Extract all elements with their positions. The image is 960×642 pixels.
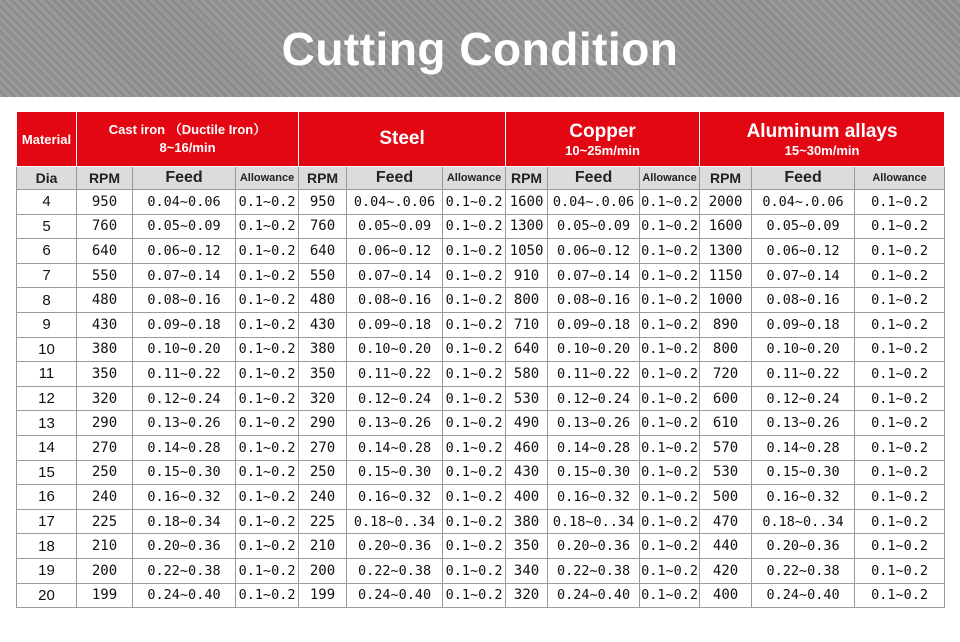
feed-cell: 0.10~0.20 bbox=[548, 337, 640, 362]
rpm-cell: 320 bbox=[299, 386, 347, 411]
group-name: Steel bbox=[379, 128, 425, 149]
allowance-cell: 0.1~0.2 bbox=[640, 485, 700, 510]
feed-cell: 0.12~0.24 bbox=[133, 386, 236, 411]
feed-cell: 0.14~0.28 bbox=[548, 435, 640, 460]
allowance-cell: 0.1~0.2 bbox=[855, 214, 945, 239]
feed-cell: 0.11~0.22 bbox=[133, 362, 236, 387]
allowance-header: Allowance bbox=[855, 167, 945, 190]
feed-header: Feed bbox=[133, 167, 236, 190]
rpm-cell: 1300 bbox=[506, 214, 548, 239]
feed-header: Feed bbox=[548, 167, 640, 190]
feed-cell: 0.12~0.24 bbox=[347, 386, 443, 411]
rpm-header: RPM bbox=[506, 167, 548, 190]
table-row bbox=[17, 411, 945, 436]
allowance-cell: 0.1~0.2 bbox=[236, 362, 299, 387]
allowance-cell: 0.1~0.2 bbox=[640, 337, 700, 362]
feed-cell: 0.07~0.14 bbox=[548, 263, 640, 288]
allowance-cell: 0.1~0.2 bbox=[855, 558, 945, 583]
allowance-cell: 0.1~0.2 bbox=[640, 312, 700, 337]
rpm-cell: 1300 bbox=[700, 239, 752, 264]
allowance-cell: 0.1~0.2 bbox=[443, 263, 506, 288]
rpm-cell: 530 bbox=[506, 386, 548, 411]
rpm-cell: 250 bbox=[77, 460, 133, 485]
rpm-cell: 210 bbox=[77, 534, 133, 559]
feed-cell: 0.11~0.22 bbox=[347, 362, 443, 387]
feed-cell: 0.09~0.18 bbox=[548, 312, 640, 337]
feed-cell: 0.13~0.26 bbox=[347, 411, 443, 436]
feed-cell: 0.04~.0.06 bbox=[752, 190, 855, 215]
allowance-cell: 0.1~0.2 bbox=[236, 288, 299, 313]
feed-cell: 0.24~0.40 bbox=[347, 583, 443, 608]
rpm-header: RPM bbox=[299, 167, 347, 190]
feed-cell: 0.07~0.14 bbox=[133, 263, 236, 288]
group-header-cast-iron bbox=[77, 112, 299, 167]
feed-cell: 0.12~0.24 bbox=[752, 386, 855, 411]
feed-cell: 0.08~0.16 bbox=[752, 288, 855, 313]
feed-cell: 0.20~0.36 bbox=[133, 534, 236, 559]
rpm-cell: 270 bbox=[299, 435, 347, 460]
rpm-cell: 480 bbox=[77, 288, 133, 313]
rpm-cell: 640 bbox=[299, 239, 347, 264]
feed-cell: 0.18~0..34 bbox=[752, 509, 855, 534]
rpm-cell: 1000 bbox=[700, 288, 752, 313]
allowance-cell: 0.1~0.2 bbox=[855, 509, 945, 534]
feed-cell: 0.15~0.30 bbox=[548, 460, 640, 485]
allowance-cell: 0.1~0.2 bbox=[855, 362, 945, 387]
rpm-cell: 290 bbox=[77, 411, 133, 436]
allowance-header: Allowance bbox=[443, 167, 506, 190]
feed-cell: 0.22~0.38 bbox=[548, 558, 640, 583]
feed-cell: 0.04~0.06 bbox=[133, 190, 236, 215]
feed-cell: 0.09~0.18 bbox=[752, 312, 855, 337]
feed-cell: 0.15~0.30 bbox=[347, 460, 443, 485]
allowance-cell: 0.1~0.2 bbox=[855, 460, 945, 485]
feed-cell: 0.18~0..34 bbox=[548, 509, 640, 534]
allowance-cell: 0.1~0.2 bbox=[640, 411, 700, 436]
table-row bbox=[17, 214, 945, 239]
allowance-cell: 0.1~0.2 bbox=[443, 312, 506, 337]
table-row bbox=[17, 337, 945, 362]
allowance-cell: 0.1~0.2 bbox=[443, 362, 506, 387]
group-header-steel bbox=[299, 112, 506, 167]
allowance-cell: 0.1~0.2 bbox=[640, 435, 700, 460]
rpm-header: RPM bbox=[700, 167, 752, 190]
title-banner bbox=[0, 0, 960, 97]
allowance-cell: 0.1~0.2 bbox=[236, 337, 299, 362]
rpm-cell: 1600 bbox=[506, 190, 548, 215]
allowance-cell: 0.1~0.2 bbox=[236, 190, 299, 215]
feed-cell: 0.08~0.16 bbox=[548, 288, 640, 313]
rpm-cell: 950 bbox=[77, 190, 133, 215]
group-speed: 10~25m/min bbox=[565, 142, 640, 158]
feed-cell: 0.15~0.30 bbox=[133, 460, 236, 485]
rpm-cell: 200 bbox=[77, 558, 133, 583]
rpm-cell: 610 bbox=[700, 411, 752, 436]
rpm-cell: 1150 bbox=[700, 263, 752, 288]
dia-cell: 12 bbox=[17, 386, 77, 411]
table-row bbox=[17, 312, 945, 337]
feed-cell: 0.22~0.38 bbox=[133, 558, 236, 583]
feed-header: Feed bbox=[347, 167, 443, 190]
feed-cell: 0.15~0.30 bbox=[752, 460, 855, 485]
rpm-cell: 250 bbox=[299, 460, 347, 485]
allowance-cell: 0.1~0.2 bbox=[640, 386, 700, 411]
rpm-cell: 350 bbox=[77, 362, 133, 387]
allowance-cell: 0.1~0.2 bbox=[855, 386, 945, 411]
dia-cell: 15 bbox=[17, 460, 77, 485]
table-row bbox=[17, 558, 945, 583]
feed-cell: 0.05~0.09 bbox=[752, 214, 855, 239]
dia-cell: 10 bbox=[17, 337, 77, 362]
allowance-cell: 0.1~0.2 bbox=[640, 288, 700, 313]
dia-cell: 16 bbox=[17, 485, 77, 510]
rpm-cell: 600 bbox=[700, 386, 752, 411]
allowance-cell: 0.1~0.2 bbox=[443, 288, 506, 313]
allowance-cell: 0.1~0.2 bbox=[236, 583, 299, 608]
dia-cell: 17 bbox=[17, 509, 77, 534]
allowance-cell: 0.1~0.2 bbox=[855, 534, 945, 559]
rpm-cell: 530 bbox=[700, 460, 752, 485]
group-speed: 15~30m/min bbox=[784, 142, 860, 158]
rpm-cell: 570 bbox=[700, 435, 752, 460]
feed-cell: 0.10~0.20 bbox=[752, 337, 855, 362]
allowance-cell: 0.1~0.2 bbox=[640, 460, 700, 485]
feed-cell: 0.13~0.26 bbox=[548, 411, 640, 436]
allowance-cell: 0.1~0.2 bbox=[855, 411, 945, 436]
allowance-cell: 0.1~0.2 bbox=[236, 485, 299, 510]
allowance-cell: 0.1~0.2 bbox=[855, 312, 945, 337]
feed-cell: 0.24~0.40 bbox=[548, 583, 640, 608]
feed-cell: 0.13~0.26 bbox=[752, 411, 855, 436]
feed-cell: 0.04~.0.06 bbox=[347, 190, 443, 215]
rpm-cell: 800 bbox=[506, 288, 548, 313]
rpm-cell: 500 bbox=[700, 485, 752, 510]
rpm-cell: 440 bbox=[700, 534, 752, 559]
feed-header: Feed bbox=[752, 167, 855, 190]
feed-cell: 0.13~0.26 bbox=[133, 411, 236, 436]
feed-cell: 0.22~0.38 bbox=[752, 558, 855, 583]
rpm-cell: 340 bbox=[506, 558, 548, 583]
allowance-cell: 0.1~0.2 bbox=[443, 435, 506, 460]
table-row bbox=[17, 509, 945, 534]
rpm-cell: 320 bbox=[77, 386, 133, 411]
allowance-cell: 0.1~0.2 bbox=[640, 214, 700, 239]
allowance-cell: 0.1~0.2 bbox=[855, 485, 945, 510]
allowance-cell: 0.1~0.2 bbox=[236, 460, 299, 485]
feed-cell: 0.16~0.32 bbox=[347, 485, 443, 510]
feed-cell: 0.16~0.32 bbox=[752, 485, 855, 510]
allowance-cell: 0.1~0.2 bbox=[640, 239, 700, 264]
allowance-cell: 0.1~0.2 bbox=[443, 411, 506, 436]
group-speed: 8~16/min bbox=[159, 140, 216, 155]
dia-cell: 19 bbox=[17, 558, 77, 583]
rpm-cell: 210 bbox=[299, 534, 347, 559]
allowance-cell: 0.1~0.2 bbox=[443, 509, 506, 534]
rpm-cell: 225 bbox=[77, 509, 133, 534]
rpm-cell: 240 bbox=[299, 485, 347, 510]
group-name: Aluminum allays bbox=[746, 120, 898, 142]
allowance-cell: 0.1~0.2 bbox=[855, 435, 945, 460]
feed-cell: 0.12~0.24 bbox=[548, 386, 640, 411]
rpm-cell: 1050 bbox=[506, 239, 548, 264]
table-row bbox=[17, 386, 945, 411]
allowance-cell: 0.1~0.2 bbox=[640, 583, 700, 608]
dia-cell: 7 bbox=[17, 263, 77, 288]
allowance-cell: 0.1~0.2 bbox=[640, 362, 700, 387]
allowance-cell: 0.1~0.2 bbox=[640, 534, 700, 559]
dia-cell: 11 bbox=[17, 362, 77, 387]
allowance-cell: 0.1~0.2 bbox=[443, 190, 506, 215]
group-name: Cast iron （Ductile Iron） bbox=[108, 122, 267, 137]
rpm-cell: 910 bbox=[506, 263, 548, 288]
feed-cell: 0.18~0.34 bbox=[133, 509, 236, 534]
rpm-cell: 420 bbox=[700, 558, 752, 583]
allowance-cell: 0.1~0.2 bbox=[443, 214, 506, 239]
rpm-cell: 2000 bbox=[700, 190, 752, 215]
rpm-cell: 580 bbox=[506, 362, 548, 387]
feed-cell: 0.08~0.16 bbox=[133, 288, 236, 313]
material-header: Material bbox=[17, 112, 77, 167]
feed-cell: 0.10~0.20 bbox=[347, 337, 443, 362]
dia-cell: 9 bbox=[17, 312, 77, 337]
allowance-cell: 0.1~0.2 bbox=[640, 558, 700, 583]
page-title: Cutting Condition bbox=[281, 22, 679, 75]
column-header-row bbox=[17, 167, 945, 190]
feed-cell: 0.05~0.09 bbox=[133, 214, 236, 239]
feed-cell: 0.24~0.40 bbox=[133, 583, 236, 608]
allowance-cell: 0.1~0.2 bbox=[236, 509, 299, 534]
header-group-row bbox=[17, 112, 945, 167]
rpm-cell: 199 bbox=[77, 583, 133, 608]
feed-cell: 0.06~0.12 bbox=[347, 239, 443, 264]
allowance-cell: 0.1~0.2 bbox=[855, 288, 945, 313]
feed-cell: 0.05~0.09 bbox=[347, 214, 443, 239]
rpm-cell: 760 bbox=[77, 214, 133, 239]
dia-header: Dia bbox=[17, 167, 77, 190]
allowance-cell: 0.1~0.2 bbox=[236, 214, 299, 239]
rpm-cell: 550 bbox=[299, 263, 347, 288]
allowance-cell: 0.1~0.2 bbox=[236, 386, 299, 411]
feed-cell: 0.09~0.18 bbox=[133, 312, 236, 337]
allowance-cell: 0.1~0.2 bbox=[443, 583, 506, 608]
table-row bbox=[17, 485, 945, 510]
allowance-header: Allowance bbox=[236, 167, 299, 190]
rpm-cell: 430 bbox=[299, 312, 347, 337]
allowance-cell: 0.1~0.2 bbox=[855, 583, 945, 608]
feed-cell: 0.07~0.14 bbox=[347, 263, 443, 288]
allowance-cell: 0.1~0.2 bbox=[236, 312, 299, 337]
rpm-cell: 240 bbox=[77, 485, 133, 510]
rpm-cell: 640 bbox=[77, 239, 133, 264]
rpm-cell: 890 bbox=[700, 312, 752, 337]
feed-cell: 0.06~0.12 bbox=[752, 239, 855, 264]
feed-cell: 0.18~0..34 bbox=[347, 509, 443, 534]
rpm-cell: 550 bbox=[77, 263, 133, 288]
allowance-cell: 0.1~0.2 bbox=[443, 239, 506, 264]
rpm-cell: 200 bbox=[299, 558, 347, 583]
feed-cell: 0.11~0.22 bbox=[752, 362, 855, 387]
feed-cell: 0.24~0.40 bbox=[752, 583, 855, 608]
dia-cell: 6 bbox=[17, 239, 77, 264]
rpm-cell: 1600 bbox=[700, 214, 752, 239]
allowance-cell: 0.1~0.2 bbox=[236, 239, 299, 264]
rpm-cell: 470 bbox=[700, 509, 752, 534]
table-row bbox=[17, 435, 945, 460]
dia-cell: 5 bbox=[17, 214, 77, 239]
allowance-cell: 0.1~0.2 bbox=[236, 435, 299, 460]
allowance-cell: 0.1~0.2 bbox=[236, 534, 299, 559]
allowance-cell: 0.1~0.2 bbox=[236, 411, 299, 436]
rpm-cell: 350 bbox=[299, 362, 347, 387]
rpm-cell: 380 bbox=[299, 337, 347, 362]
allowance-cell: 0.1~0.2 bbox=[236, 263, 299, 288]
rpm-cell: 760 bbox=[299, 214, 347, 239]
allowance-cell: 0.1~0.2 bbox=[855, 190, 945, 215]
feed-cell: 0.10~0.20 bbox=[133, 337, 236, 362]
rpm-cell: 199 bbox=[299, 583, 347, 608]
rpm-cell: 400 bbox=[700, 583, 752, 608]
rpm-cell: 640 bbox=[506, 337, 548, 362]
dia-cell: 14 bbox=[17, 435, 77, 460]
table-row bbox=[17, 190, 945, 215]
rpm-cell: 430 bbox=[506, 460, 548, 485]
rpm-cell: 290 bbox=[299, 411, 347, 436]
table-row bbox=[17, 583, 945, 608]
feed-cell: 0.11~0.22 bbox=[548, 362, 640, 387]
table-row bbox=[17, 460, 945, 485]
allowance-header: Allowance bbox=[640, 167, 700, 190]
allowance-cell: 0.1~0.2 bbox=[640, 509, 700, 534]
rpm-cell: 270 bbox=[77, 435, 133, 460]
rpm-cell: 225 bbox=[299, 509, 347, 534]
cutting-condition-table bbox=[16, 111, 945, 608]
allowance-cell: 0.1~0.2 bbox=[443, 534, 506, 559]
feed-cell: 0.20~0.36 bbox=[347, 534, 443, 559]
allowance-cell: 0.1~0.2 bbox=[443, 485, 506, 510]
table-body bbox=[17, 190, 945, 608]
rpm-cell: 460 bbox=[506, 435, 548, 460]
group-header-aluminum bbox=[700, 112, 945, 167]
table-row bbox=[17, 288, 945, 313]
feed-cell: 0.05~0.09 bbox=[548, 214, 640, 239]
table-row bbox=[17, 239, 945, 264]
table-row bbox=[17, 362, 945, 387]
allowance-cell: 0.1~0.2 bbox=[443, 558, 506, 583]
dia-cell: 8 bbox=[17, 288, 77, 313]
allowance-cell: 0.1~0.2 bbox=[443, 337, 506, 362]
group-header-copper bbox=[506, 112, 700, 167]
allowance-cell: 0.1~0.2 bbox=[855, 263, 945, 288]
feed-cell: 0.20~0.36 bbox=[548, 534, 640, 559]
dia-cell: 18 bbox=[17, 534, 77, 559]
allowance-cell: 0.1~0.2 bbox=[443, 386, 506, 411]
rpm-header: RPM bbox=[77, 167, 133, 190]
allowance-cell: 0.1~0.2 bbox=[855, 239, 945, 264]
feed-cell: 0.06~0.12 bbox=[548, 239, 640, 264]
rpm-cell: 320 bbox=[506, 583, 548, 608]
feed-cell: 0.22~0.38 bbox=[347, 558, 443, 583]
rpm-cell: 710 bbox=[506, 312, 548, 337]
table-row bbox=[17, 534, 945, 559]
dia-cell: 20 bbox=[17, 583, 77, 608]
feed-cell: 0.20~0.36 bbox=[752, 534, 855, 559]
dia-cell: 4 bbox=[17, 190, 77, 215]
feed-cell: 0.14~0.28 bbox=[752, 435, 855, 460]
allowance-cell: 0.1~0.2 bbox=[855, 337, 945, 362]
rpm-cell: 400 bbox=[506, 485, 548, 510]
group-name: Copper bbox=[569, 120, 636, 142]
rpm-cell: 490 bbox=[506, 411, 548, 436]
rpm-cell: 380 bbox=[77, 337, 133, 362]
rpm-cell: 480 bbox=[299, 288, 347, 313]
rpm-cell: 950 bbox=[299, 190, 347, 215]
allowance-cell: 0.1~0.2 bbox=[443, 460, 506, 485]
rpm-cell: 720 bbox=[700, 362, 752, 387]
table-row bbox=[17, 263, 945, 288]
feed-cell: 0.14~0.28 bbox=[133, 435, 236, 460]
feed-cell: 0.16~0.32 bbox=[548, 485, 640, 510]
allowance-cell: 0.1~0.2 bbox=[640, 263, 700, 288]
feed-cell: 0.06~0.12 bbox=[133, 239, 236, 264]
rpm-cell: 430 bbox=[77, 312, 133, 337]
feed-cell: 0.04~.0.06 bbox=[548, 190, 640, 215]
feed-cell: 0.16~0.32 bbox=[133, 485, 236, 510]
feed-cell: 0.09~0.18 bbox=[347, 312, 443, 337]
allowance-cell: 0.1~0.2 bbox=[236, 558, 299, 583]
dia-cell: 13 bbox=[17, 411, 77, 436]
feed-cell: 0.08~0.16 bbox=[347, 288, 443, 313]
feed-cell: 0.14~0.28 bbox=[347, 435, 443, 460]
feed-cell: 0.07~0.14 bbox=[752, 263, 855, 288]
rpm-cell: 350 bbox=[506, 534, 548, 559]
cutting-table-container bbox=[16, 111, 944, 608]
allowance-cell: 0.1~0.2 bbox=[640, 190, 700, 215]
rpm-cell: 800 bbox=[700, 337, 752, 362]
rpm-cell: 380 bbox=[506, 509, 548, 534]
